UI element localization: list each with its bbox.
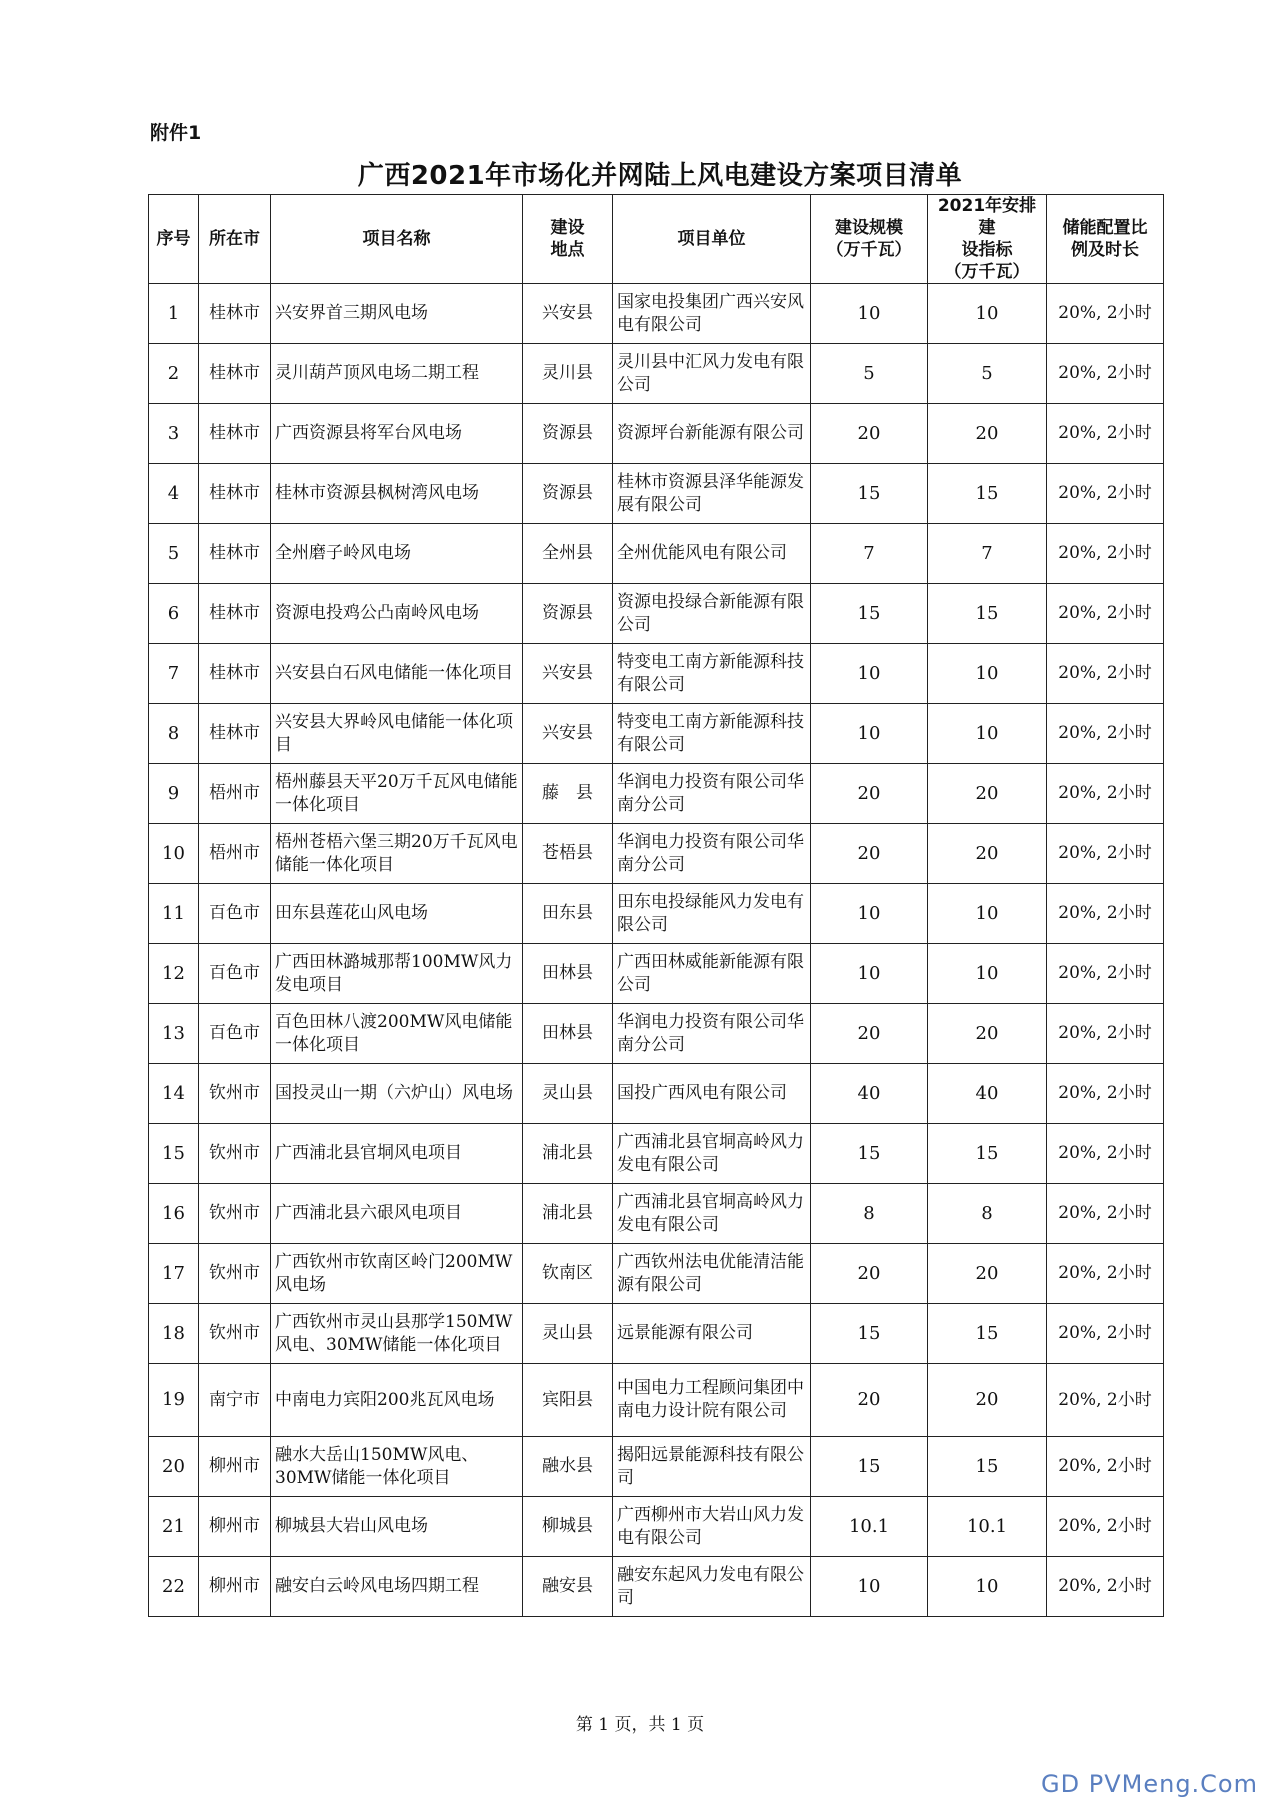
cell-index: 10 <box>149 824 199 884</box>
cell-company: 桂林市资源县泽华能源发展有限公司 <box>613 464 811 524</box>
cell-location: 宾阳县 <box>523 1364 613 1437</box>
cell-location: 苍梧县 <box>523 824 613 884</box>
cell-location: 资源县 <box>523 464 613 524</box>
cell-company: 远景能源有限公司 <box>613 1304 811 1364</box>
cell-company: 揭阳远景能源科技有限公司 <box>613 1437 811 1497</box>
cell-project-name: 兴安县白石风电储能一体化项目 <box>271 644 523 704</box>
cell-quota: 20 <box>928 404 1047 464</box>
cell-scale: 20 <box>811 1244 928 1304</box>
cell-quota: 10 <box>928 644 1047 704</box>
cell-project-name: 兴安县大界岭风电储能一体化项目 <box>271 704 523 764</box>
cell-storage: 20%, 2小时 <box>1047 1244 1164 1304</box>
cell-company: 广西钦州法电优能清洁能源有限公司 <box>613 1244 811 1304</box>
cell-location: 融水县 <box>523 1437 613 1497</box>
cell-index: 20 <box>149 1437 199 1497</box>
cell-project-name: 广西浦北县六硍风电项目 <box>271 1184 523 1244</box>
cell-scale: 15 <box>811 1437 928 1497</box>
cell-company: 灵川县中汇风力发电有限公司 <box>613 344 811 404</box>
cell-scale: 10 <box>811 884 928 944</box>
cell-city: 百色市 <box>199 1004 271 1064</box>
cell-city: 钦州市 <box>199 1304 271 1364</box>
cell-storage: 20%, 2小时 <box>1047 944 1164 1004</box>
cell-storage: 20%, 2小时 <box>1047 644 1164 704</box>
cell-index: 12 <box>149 944 199 1004</box>
cell-company: 广西田林威能新能源有限公司 <box>613 944 811 1004</box>
cell-index: 4 <box>149 464 199 524</box>
cell-company: 国家电投集团广西兴安风电有限公司 <box>613 284 811 344</box>
table-row <box>149 524 1164 584</box>
cell-storage: 20%, 2小时 <box>1047 1184 1164 1244</box>
table-row <box>149 824 1164 884</box>
cell-city: 钦州市 <box>199 1244 271 1304</box>
cell-storage: 20%, 2小时 <box>1047 1557 1164 1617</box>
cell-location: 灵山县 <box>523 1064 613 1124</box>
cell-storage: 20%, 2小时 <box>1047 1497 1164 1557</box>
cell-storage: 20%, 2小时 <box>1047 524 1164 584</box>
cell-quota: 10 <box>928 284 1047 344</box>
cell-index: 19 <box>149 1364 199 1437</box>
cell-location: 兴安县 <box>523 644 613 704</box>
cell-index: 2 <box>149 344 199 404</box>
cell-quota: 10 <box>928 1557 1047 1617</box>
table-row <box>149 464 1164 524</box>
cell-scale: 15 <box>811 1304 928 1364</box>
cell-company: 资源坪台新能源有限公司 <box>613 404 811 464</box>
cell-company: 广西浦北县官垌高岭风力发电有限公司 <box>613 1184 811 1244</box>
cell-city: 钦州市 <box>199 1184 271 1244</box>
cell-company: 田东电投绿能风力发电有限公司 <box>613 884 811 944</box>
column-header: 项目单位 <box>613 195 811 284</box>
cell-index: 21 <box>149 1497 199 1557</box>
cell-scale: 20 <box>811 764 928 824</box>
cell-project-name: 灵川葫芦顶风电场二期工程 <box>271 344 523 404</box>
cell-city: 柳州市 <box>199 1557 271 1617</box>
cell-scale: 10.1 <box>811 1497 928 1557</box>
cell-index: 5 <box>149 524 199 584</box>
cell-location: 兴安县 <box>523 284 613 344</box>
table-row <box>149 1364 1164 1437</box>
cell-location: 钦南区 <box>523 1244 613 1304</box>
cell-city: 桂林市 <box>199 644 271 704</box>
cell-scale: 10 <box>811 644 928 704</box>
cell-quota: 20 <box>928 1364 1047 1437</box>
cell-city: 南宁市 <box>199 1364 271 1437</box>
cell-company: 广西浦北县官垌高岭风力发电有限公司 <box>613 1124 811 1184</box>
cell-storage: 20%, 2小时 <box>1047 584 1164 644</box>
cell-location: 全州县 <box>523 524 613 584</box>
cell-scale: 40 <box>811 1064 928 1124</box>
cell-company: 特变电工南方新能源科技有限公司 <box>613 704 811 764</box>
column-header: 所在市 <box>199 195 271 284</box>
cell-storage: 20%, 2小时 <box>1047 764 1164 824</box>
cell-company: 广西柳州市大岩山风力发电有限公司 <box>613 1497 811 1557</box>
cell-scale: 8 <box>811 1184 928 1244</box>
cell-company: 华润电力投资有限公司华南分公司 <box>613 1004 811 1064</box>
cell-project-name: 广西钦州市灵山县那学150MW风电、30MW储能一体化项目 <box>271 1304 523 1364</box>
cell-quota: 5 <box>928 344 1047 404</box>
cell-quota: 20 <box>928 764 1047 824</box>
cell-index: 18 <box>149 1304 199 1364</box>
cell-storage: 20%, 2小时 <box>1047 284 1164 344</box>
cell-storage: 20%, 2小时 <box>1047 344 1164 404</box>
cell-quota: 40 <box>928 1064 1047 1124</box>
cell-city: 柳州市 <box>199 1437 271 1497</box>
cell-index: 1 <box>149 284 199 344</box>
cell-storage: 20%, 2小时 <box>1047 1304 1164 1364</box>
cell-city: 桂林市 <box>199 464 271 524</box>
table-row <box>149 404 1164 464</box>
cell-location: 灵川县 <box>523 344 613 404</box>
cell-storage: 20%, 2小时 <box>1047 1004 1164 1064</box>
cell-location: 田林县 <box>523 944 613 1004</box>
cell-city: 柳州市 <box>199 1497 271 1557</box>
table-row <box>149 344 1164 404</box>
cell-company: 华润电力投资有限公司华南分公司 <box>613 824 811 884</box>
document-title: 广西2021年市场化并网陆上风电建设方案项目清单 <box>357 161 963 191</box>
cell-city: 钦州市 <box>199 1064 271 1124</box>
cell-scale: 10 <box>811 944 928 1004</box>
cell-city: 桂林市 <box>199 704 271 764</box>
cell-project-name: 百色田林八渡200MW风电储能一体化项目 <box>271 1004 523 1064</box>
cell-scale: 20 <box>811 1364 928 1437</box>
cell-quota: 15 <box>928 464 1047 524</box>
cell-location: 资源县 <box>523 404 613 464</box>
cell-company: 国投广西风电有限公司 <box>613 1064 811 1124</box>
cell-company: 中国电力工程顾问集团中南电力设计院有限公司 <box>613 1364 811 1437</box>
cell-project-name: 广西浦北县官垌风电项目 <box>271 1124 523 1184</box>
table-row <box>149 1064 1164 1124</box>
cell-scale: 15 <box>811 464 928 524</box>
attachment-label: 附件1 <box>150 122 202 144</box>
table-row <box>149 584 1164 644</box>
table-header-row <box>149 195 1164 284</box>
cell-storage: 20%, 2小时 <box>1047 1124 1164 1184</box>
cell-city: 百色市 <box>199 944 271 1004</box>
cell-company: 特变电工南方新能源科技有限公司 <box>613 644 811 704</box>
cell-location: 田林县 <box>523 1004 613 1064</box>
cell-storage: 20%, 2小时 <box>1047 884 1164 944</box>
cell-index: 3 <box>149 404 199 464</box>
cell-index: 16 <box>149 1184 199 1244</box>
cell-index: 13 <box>149 1004 199 1064</box>
table-row <box>149 1497 1164 1557</box>
cell-scale: 20 <box>811 1004 928 1064</box>
cell-location: 融安县 <box>523 1557 613 1617</box>
table-row <box>149 1244 1164 1304</box>
cell-project-name: 梧州藤县天平20万千瓦风电储能一体化项目 <box>271 764 523 824</box>
cell-scale: 15 <box>811 584 928 644</box>
table-row <box>149 644 1164 704</box>
column-header: 项目名称 <box>271 195 523 284</box>
cell-scale: 10 <box>811 284 928 344</box>
cell-city: 桂林市 <box>199 404 271 464</box>
cell-quota: 15 <box>928 1124 1047 1184</box>
table-row <box>149 944 1164 1004</box>
cell-quota: 20 <box>928 824 1047 884</box>
table-row <box>149 1124 1164 1184</box>
table-row <box>149 1557 1164 1617</box>
cell-location: 柳城县 <box>523 1497 613 1557</box>
cell-location: 兴安县 <box>523 704 613 764</box>
table-row <box>149 1304 1164 1364</box>
table-row <box>149 1004 1164 1064</box>
table-row <box>149 1437 1164 1497</box>
column-header: 建设规模 （万千瓦） <box>811 195 928 284</box>
cell-quota: 8 <box>928 1184 1047 1244</box>
cell-project-name: 国投灵山一期（六炉山）风电场 <box>271 1064 523 1124</box>
column-header: 储能配置比 例及时长 <box>1047 195 1164 284</box>
cell-project-name: 全州磨子岭风电场 <box>271 524 523 584</box>
cell-quota: 7 <box>928 524 1047 584</box>
cell-scale: 10 <box>811 704 928 764</box>
table-row <box>149 1184 1164 1244</box>
cell-project-name: 广西田林潞城那帮100MW风力发电项目 <box>271 944 523 1004</box>
cell-quota: 10 <box>928 944 1047 1004</box>
cell-index: 6 <box>149 584 199 644</box>
cell-project-name: 中南电力宾阳200兆瓦风电场 <box>271 1364 523 1437</box>
cell-storage: 20%, 2小时 <box>1047 1064 1164 1124</box>
page-footer: 第 1 页，共 1 页 <box>575 1715 705 1735</box>
cell-city: 桂林市 <box>199 584 271 644</box>
cell-location: 浦北县 <box>523 1184 613 1244</box>
cell-city: 梧州市 <box>199 764 271 824</box>
cell-index: 15 <box>149 1124 199 1184</box>
cell-storage: 20%, 2小时 <box>1047 464 1164 524</box>
cell-location: 浦北县 <box>523 1124 613 1184</box>
cell-quota: 10 <box>928 704 1047 764</box>
cell-storage: 20%, 2小时 <box>1047 704 1164 764</box>
cell-scale: 20 <box>811 824 928 884</box>
cell-scale: 7 <box>811 524 928 584</box>
cell-city: 梧州市 <box>199 824 271 884</box>
cell-index: 17 <box>149 1244 199 1304</box>
project-table <box>148 194 1164 1617</box>
cell-project-name: 桂林市资源县枫树湾风电场 <box>271 464 523 524</box>
cell-storage: 20%, 2小时 <box>1047 404 1164 464</box>
cell-quota: 20 <box>928 1244 1047 1304</box>
cell-city: 桂林市 <box>199 284 271 344</box>
cell-quota: 10.1 <box>928 1497 1047 1557</box>
table-row <box>149 704 1164 764</box>
cell-company: 融安东起风力发电有限公司 <box>613 1557 811 1617</box>
cell-index: 22 <box>149 1557 199 1617</box>
cell-storage: 20%, 2小时 <box>1047 824 1164 884</box>
cell-company: 资源电投绿合新能源有限公司 <box>613 584 811 644</box>
column-header: 2021年安排建 设指标 （万千瓦） <box>928 195 1047 284</box>
cell-project-name: 柳城县大岩山风电场 <box>271 1497 523 1557</box>
cell-quota: 15 <box>928 584 1047 644</box>
cell-index: 7 <box>149 644 199 704</box>
table-row <box>149 884 1164 944</box>
cell-city: 钦州市 <box>199 1124 271 1184</box>
cell-quota: 15 <box>928 1304 1047 1364</box>
cell-location: 藤 县 <box>523 764 613 824</box>
column-header: 序号 <box>149 195 199 284</box>
cell-company: 华润电力投资有限公司华南分公司 <box>613 764 811 824</box>
cell-city: 桂林市 <box>199 524 271 584</box>
cell-location: 灵山县 <box>523 1304 613 1364</box>
cell-scale: 15 <box>811 1124 928 1184</box>
cell-scale: 20 <box>811 404 928 464</box>
cell-quota: 10 <box>928 884 1047 944</box>
cell-location: 田东县 <box>523 884 613 944</box>
cell-quota: 20 <box>928 1004 1047 1064</box>
cell-project-name: 广西资源县将军台风电场 <box>271 404 523 464</box>
cell-scale: 5 <box>811 344 928 404</box>
cell-project-name: 融水大岳山150MW风电、30MW储能一体化项目 <box>271 1437 523 1497</box>
cell-storage: 20%, 2小时 <box>1047 1364 1164 1437</box>
cell-company: 全州优能风电有限公司 <box>613 524 811 584</box>
table-row <box>149 284 1164 344</box>
cell-city: 百色市 <box>199 884 271 944</box>
cell-project-name: 广西钦州市钦南区岭门200MW风电场 <box>271 1244 523 1304</box>
cell-location: 资源县 <box>523 584 613 644</box>
cell-project-name: 兴安界首三期风电场 <box>271 284 523 344</box>
cell-index: 8 <box>149 704 199 764</box>
cell-storage: 20%, 2小时 <box>1047 1437 1164 1497</box>
cell-quota: 15 <box>928 1437 1047 1497</box>
cell-scale: 10 <box>811 1557 928 1617</box>
table-body <box>149 284 1164 1617</box>
table-row <box>149 764 1164 824</box>
column-header: 建设 地点 <box>523 195 613 284</box>
cell-project-name: 资源电投鸡公凸南岭风电场 <box>271 584 523 644</box>
cell-index: 9 <box>149 764 199 824</box>
cell-city: 桂林市 <box>199 344 271 404</box>
cell-project-name: 梧州苍梧六堡三期20万千瓦风电储能一体化项目 <box>271 824 523 884</box>
watermark: GD PVMeng.Com <box>1041 1770 1258 1798</box>
cell-index: 11 <box>149 884 199 944</box>
cell-project-name: 融安白云岭风电场四期工程 <box>271 1557 523 1617</box>
cell-project-name: 田东县莲花山风电场 <box>271 884 523 944</box>
cell-index: 14 <box>149 1064 199 1124</box>
